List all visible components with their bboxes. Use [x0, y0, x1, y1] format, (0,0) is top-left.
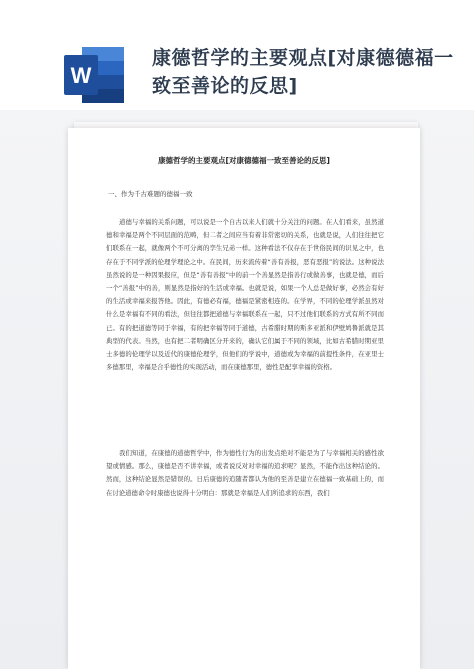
paragraph-1: 道德与幸福的关系问题，可以说是一个自古以来人们就十分关注的问题。在人们看来，虽然道德和幸福是两个不同层面的范畴，但二者之间应当有着非常密切的关系，也就是说，人们往往把它们联系在一起，就像两个不可分离的孪生兄弟一样。这种看法不仅存在于世俗民间的识见之中，也存在于不同学派的伦理学理论之中。在民间，历来流传着“善有善报，恶有恶报”的说法。这种说法虽然说的是一种因果报应，但是“善有善报”中的前一个善显然是指善行或做善事，也就是德，而后一个“善报”中的善，则显然是指好的生活或幸福。也就是说，如果一个人总是做好事，必然会有好的生活或幸福来报答他。因此，有德必有福，德福是紧密相连的。在学界，不同的伦理学派虽然对什么是幸福有不同的看法，但往往都把道德与幸福联系在一起，只不过他们联系的方式有所不同而已。有的把道德等同于幸福，有的把幸福等同于道德，古希腊时期的斯多亚派和伊壁鸠鲁派就是其典型的代表。当然，也有把二者明确区分开来的，确认它们属于不同的领域，比如古希腊时期亚里士多德的伦理学以及近代的康德伦理学，但他们的学说中，道德或为幸福的前提性条件，在亚里士多德那里，幸福是合乎德性的实现活动，而在康德那里，德性是配享幸福的资格。: [106, 218, 384, 372]
document-title: 康德哲学的主要观点[对康德德福一致至善论的反思]: [158, 156, 330, 165]
banner: [0, 0, 474, 118]
word-document-icon: [62, 45, 126, 105]
section-heading: 一、作为千古难题的德福一致: [108, 190, 193, 198]
logo-letter: W: [70, 63, 92, 88]
document-page: [68, 128, 420, 669]
banner-title: 康德哲学的主要观点[对康德德福一致至善论的反思]: [152, 47, 454, 97]
paragraph-2: 我们知道，在康德的道德哲学中，作为德性行为的出发点绝对不能是为了与幸福相关的感性欲望或情感。那么，康德是否不讲幸福，或者说反对对幸福的追求呢？显然，不能作出这种结论的。然而，这种结论显然是错误的。日后康德的追随者都认为他的至善是建立在德福一致基础上的，而在讨论道德命令时康德也说得十分明白：那就是幸福是人们所追求的东西，我们: [106, 449, 384, 497]
